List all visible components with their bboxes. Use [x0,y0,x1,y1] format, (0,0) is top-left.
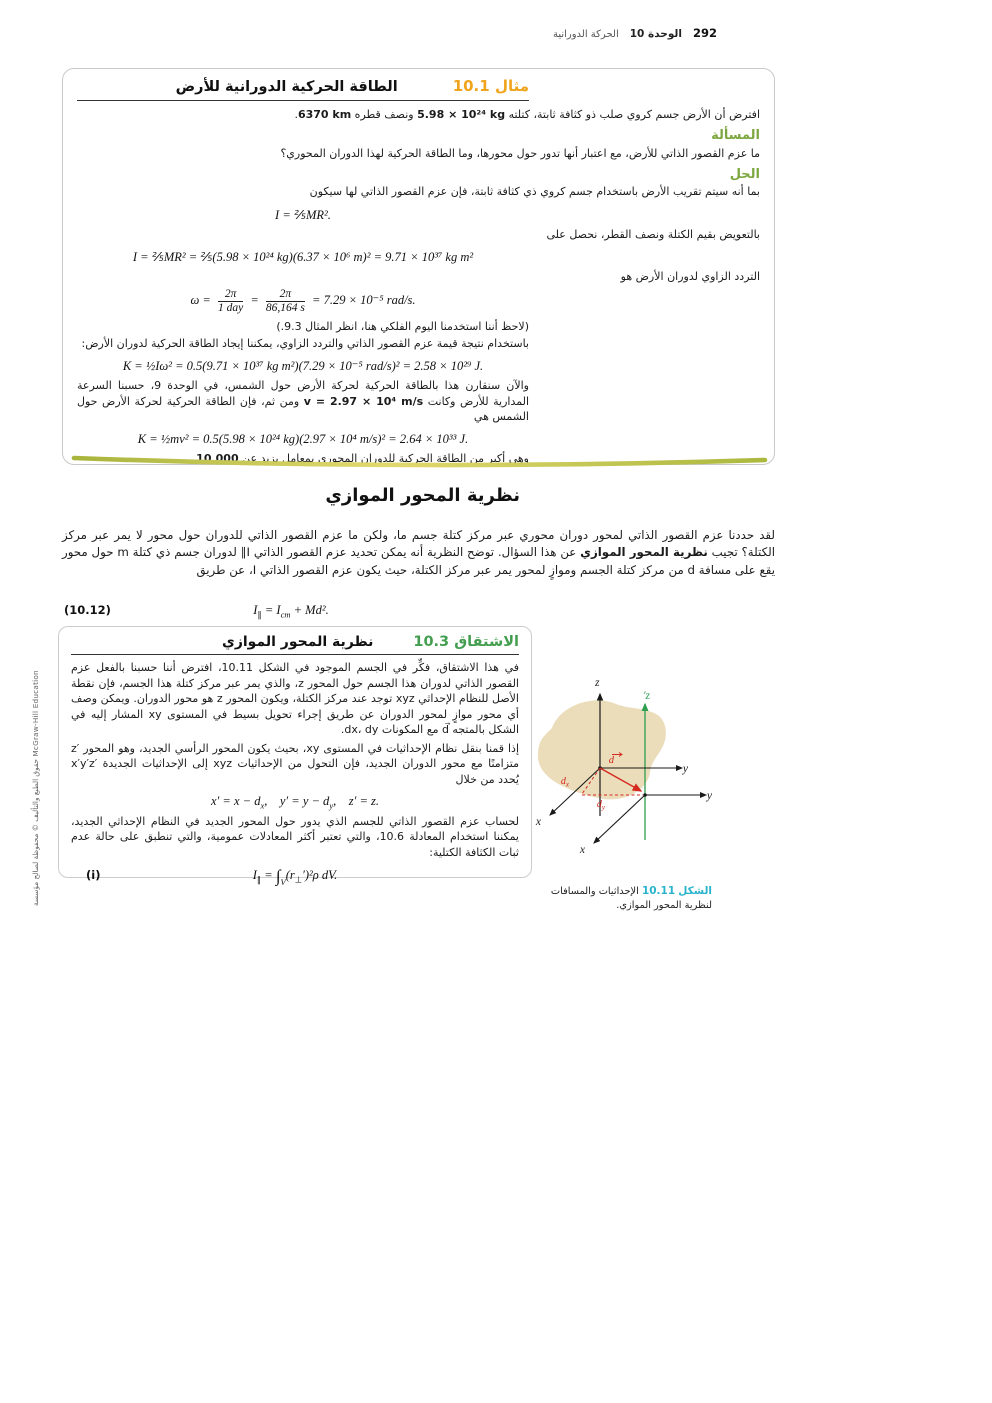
equation-text: I = ⅖MR². [275,207,331,222]
dy-label: $d_y$ [596,799,605,812]
equation-equals: = [247,292,262,307]
sidereal-day-note: (لاحظ أننا استخدمنا اليوم الفلكي هنا، انظر المثال 9.3.) [276,319,529,333]
figure-10-11-diagram [512,668,782,883]
equation-number-label: (10.12) [64,602,111,617]
page-number: 292 [692,26,717,40]
running-head [545,26,717,40]
fraction-numerator: 2π [266,288,305,302]
integral-subscript: V [280,876,286,887]
example-label-word: مثال [494,77,529,95]
equation-inertia-value [77,246,529,265]
paragraph-text: لقد حددنا عزم القصور الذاتي لمحور دوران محوري عبر مركز كتلة جسم ما، ولكن ما عزم القصور الذاتي للدوران حول محور لا يمر عبر مركز الكتلة؟ تجيب [62,527,775,560]
equation-rotational-ke [77,355,529,374]
integral-sign: ∫ [275,866,281,886]
z-axis-label: z [595,677,600,689]
derivation-label-word: الاشتقاق [454,634,519,650]
equation-text: I = ⅖MR² = ⅖(5.98 × 10²⁴ kg)(6.37 × 10⁶ m)² = 9.71 × 10³⁷ kg m² [132,249,474,264]
dx-label: $d_x$ [560,776,569,789]
eq-term: (r [285,867,295,882]
solution-paragraph: بما أنه سيتم تقريب الأرض باستخدام جسم كروي ذي كثافة ثابتة، فإن عزم القصور الذاتي لها سيكون [309,185,760,199]
equation-text: K = ½Iω² = 0.5(9.71 × 10³⁷ kg m²)(7.29 × 10⁻⁵ rad/s)² = 2.58 × 10²⁹ J. [122,359,484,374]
radius-value: 6370 km [297,108,352,121]
equation-lhs: ω = [190,292,214,307]
eq-subscript: cm [280,609,291,620]
eq-term: = [261,867,276,882]
eq-term: = I [261,603,281,617]
eq-term: I [252,867,257,882]
eq-subscript: ∥ [257,609,262,620]
figure-caption-number: 10.11 [641,885,676,897]
equation-inertia-formula [77,204,529,223]
figure-caption-label: الشكل [678,885,712,897]
figure-caption [540,884,712,913]
fraction-denominator: 86,164 s [265,301,305,314]
eq-term: , z′ = z. [333,794,379,809]
fraction [218,288,243,315]
theorem-name-bold: نظرية المحور الموازي [580,545,708,560]
orbital-speed-value: v = 2.97 × 10⁴ m/s [303,394,424,408]
intro-text: . [294,108,298,121]
eq-subscript: x [260,800,265,811]
copyright-notice: حقوق الطبع والتأليف © محفوظة لصالح مؤسسة McGraw-Hill Education [31,670,40,906]
figure-caption-text: الإحداثيات والمسافات لنظرية المحور الموازي. [550,886,712,912]
eq-term: x′ = x − d [211,794,261,809]
example-label [453,77,529,95]
solution-paragraph [77,378,529,424]
intro-text: افترض أن الأرض جسم كروي صلب ذو كثافة ثابتة، كتلته [505,108,760,121]
paragraph-text: عن هذا السؤال. توضح النظرية أنه يمكن تحديد عزم القصور الذاتي I∥ لدوران جسم ذي كتلة m حول محور يقع على مسافة d من مركز كتلة الجسم وموازٍ لمحور يمر عبر مركز الكتلة، حيث يكون عزم القصور الذاتي I، عن طريق [62,545,775,578]
eq-subscript: ∥ [256,874,262,885]
eq-subscript: y [329,800,334,811]
example-box [62,68,775,465]
equation-text [211,794,379,811]
box-bottom-swoosh [71,451,768,474]
derivation-paragraph: في هذا الاشتقاق، فكِّر في الجسم الموجود في الشكل 10.11، افترض أننا حسبنا بالفعل عزم القصور الذاتي لدوران هذا الجسم حول المحور z، والذي يمر عبر مركز كتلة هذا الجسم، فإن نقطة الأصل للنظام الإحداثي xyz توجد عند مركز الكتلة، ويكون المحور z هو محور الدوران. ويمكن وصف أي محور موازٍ لمحور الدوران عن طريق إجراء تحويل بسيط في المستوى xy المشار إليه في الشكل بالمتجه d⃗ مع المكونات dx، dy. [71,661,520,737]
eq-subscript: ⊥ [294,874,303,885]
paragraph-text: والآن سنقارن هذا بالطاقة الحركية لحركة الأرض حول الشمس، في الوحدة 9، حسبنا السرعة المدارية للأرض وكانت [77,379,530,408]
equation-orbital-ke [77,428,529,447]
figure-10-11 [512,668,782,883]
equation-rhs: = 7.29 × 10⁻⁵ rad/s. [308,292,416,307]
y-axis-1-label: y [682,763,688,775]
fraction-denominator: 1 day [217,301,244,314]
derivation-header [71,634,519,655]
derivation-title: نظرية المحور الموازي [221,634,374,650]
solution-heading: الحل [729,166,760,182]
equation-text: K = ½mv² = 0.5(5.98 × 10²⁴ kg)(2.97 × 10⁴ m/s)² = 2.64 × 10³³ J. [137,431,469,446]
fraction [266,288,305,315]
x-axis-2-label: x [579,844,585,856]
z-prime-axis-label: z′ [643,690,650,702]
equation-text [252,866,338,887]
derivation-paragraph: لحساب عزم القصور الذاتي للجسم الذي يدور حول المحور الجديد في النظام الإحداثي الجديد، يمكننا استخدام المعادلة 10.6، والتي تعتبر أكثر المعادلات عمومية، والتي تنطبق على حالة عدم ثبات الكثافة الكتلية: [71,814,519,860]
unit-label: الوحدة 10 [629,28,682,40]
equation-angular-frequency [77,288,529,315]
example-intro [77,107,760,122]
paragraph-text: ومن ثم، فإن الطاقة الحركية لحركة الأرض حول الشمس هي [77,394,529,423]
problem-text: ما عزم القصور الذاتي للأرض، مع اعتبار أنها تدور حول محورها، وما الطاقة الحركية لهذا الدوران المحوري؟ [280,146,760,160]
solution-paragraph: باستخدام نتيجة قيمة عزم القصور الذاتي والتردد الزاوي، يمكننا إيجاد الطاقة الحركية لدوران الأرض: [81,337,529,351]
unit-title: الحركة الدورانية [552,29,619,40]
example-header [77,77,529,101]
d-vector-label: d [608,755,614,766]
derivation-label [413,634,519,650]
x-axis-1-label: x [535,816,541,828]
fraction-numerator: 2π [218,288,243,302]
y-axis-2-label: y [706,790,712,802]
equation-coordinate-transform [71,790,519,811]
example-number: 10.1 [452,77,490,95]
problem-heading: المسألة [711,128,760,144]
derivation-paragraph: إذا قمنا بنقل نظام الإحداثيات في المستوى xy، بحيث يكون المحور الرأسي الجديد، وهو المحور z′‎ متزامنًا مع محور الدوران الجديد، فإن التحول من الإحداثيات xyz إلى الإحداثيات الجديدة x′y′z′‎ يُحدد من خلال [71,741,519,786]
intro-text: ونصف قطره [351,108,418,121]
equation-text [253,603,329,620]
mass-value: 5.98 × 10²⁴ kg [417,108,506,121]
section-heading: نظرية المحور الموازي [325,485,520,506]
eq-term: I [253,603,258,617]
origin-dot-2 [643,793,647,797]
equation-i [71,864,519,887]
equation-text [190,287,416,314]
equation-10-12 [62,599,520,621]
eq-term: ′)²ρ dV. [302,867,338,882]
derivation-box [58,626,532,887]
solution-paragraph: بالتعويض بقيم الكتلة ونصف القطر، نحصل على [546,227,760,241]
section-paragraph [62,527,775,580]
factor-value: 10,000 [196,451,239,465]
paragraph-text: وهي أكبر من الطاقة الحركية للدوران المحوري بمعامل يزيد عن [238,451,529,465]
derivation-number: 10.3 [413,634,450,650]
example-title: الطاقة الحركية الدورانية للأرض [175,79,398,95]
body-blob [538,700,666,799]
eq-term: , y′ = y − d [264,794,330,809]
equation-number-label: (i) [86,868,101,883]
eq-term: + Md². [290,603,329,617]
paragraph-text: . [192,451,197,465]
solution-paragraph: التردد الزاوي لدوران الأرض هو [620,269,760,283]
